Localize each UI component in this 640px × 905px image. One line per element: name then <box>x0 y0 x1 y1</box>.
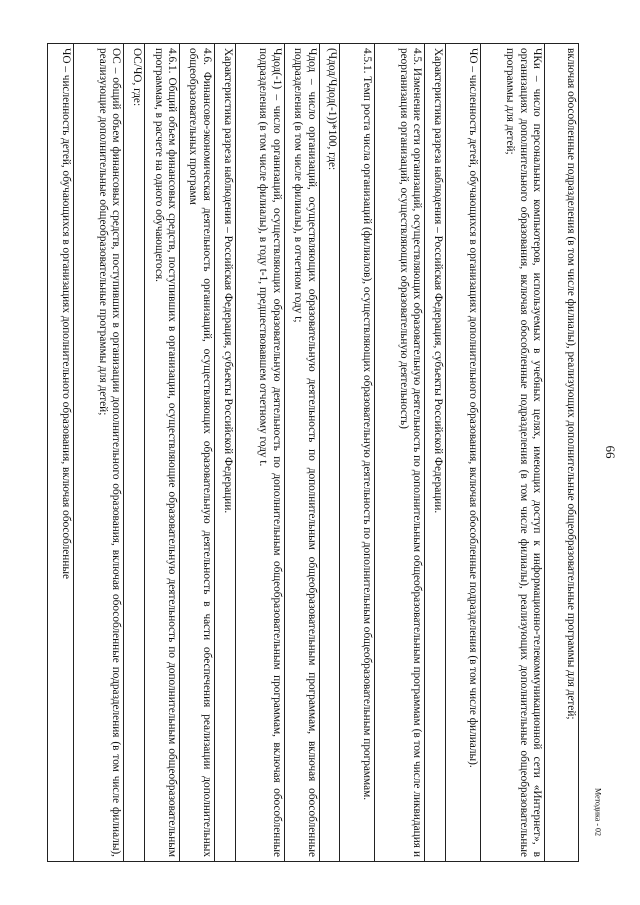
table-cell: ЧО – численность детей, обучающихся в организациях дополнительного образования, включая обособленные подразделения (в том числе филиалы). <box>445 44 480 862</box>
table-row <box>480 44 544 862</box>
table-cell: ЧКи – число персональных компьютеров, используемых в учебных целях, имеющих доступ к информационно-телекоммуникационной сети «Интернет», в организациях дополнительного образования, включая обособленные подразделения (в том числе филиалы), реализующих дополнительные общеобразовательные программы для детей; <box>480 44 544 862</box>
methodology-table <box>47 43 579 861</box>
table-cell: ОС/ЧО, где: <box>124 44 145 862</box>
table-row <box>145 44 180 862</box>
table-cell: ЧО – численность детей, обучающихся в организациях дополнительного образования, включая обособленные <box>48 44 74 862</box>
table-row <box>180 44 215 862</box>
page-number: 66 <box>603 445 618 459</box>
table-row <box>74 44 124 862</box>
table-cell: Чдод(-1) – число организаций, осуществляющих образовательную деятельность по дополнительным общеобразовательным программам, включая обособленные подразделения (в том числе филиалы), в году t-1, предшествовавшем отчетному году t. <box>235 44 284 862</box>
table-cell: Чдод – число организаций, осуществляющих образовательную деятельность по дополнительным общеобразовательным программам, включая обособленные подразделения (в том числе филиалы), в отчетном году t; <box>284 44 319 862</box>
table-row <box>214 44 235 862</box>
table-cell: Характеристика разреза наблюдения – Российская Федерация, субъекты Российской Федерации. <box>214 44 235 862</box>
table-cell: ОС – общий объем финансовых средств, поступивших в организации дополнительного образования, включая обособленные подразделения (в том числе филиалы), реализующие дополнительные общеобразовательные программы для детей; <box>74 44 124 862</box>
table-cell: включая обособленные подразделения (в том числе филиалы), реализующих дополнительные общеобразовательные программы для детей; <box>545 44 579 862</box>
table-row <box>124 44 145 862</box>
footer-label: Методика - 02 <box>593 787 603 837</box>
table-cell: 4.6.1. Общий объем финансовых средств, поступивших в организации, осуществляющие образовательную деятельность по дополнительным общеобразовательным программам, в расчете на одного обучающегося. <box>145 44 180 862</box>
table-row <box>445 44 480 862</box>
table-row <box>545 44 579 862</box>
table-row <box>319 44 340 862</box>
table-row <box>235 44 284 862</box>
table-cell: 4.6. Финансово-экономическая деятельность организаций, осуществляющих образовательную деятельность в части обеспечения реализации дополнительных общеобразовательных программ <box>180 44 215 862</box>
table-cell: Характеристика разреза наблюдения – Российская Федерация, субъекты Российской Федерации. <box>425 44 446 862</box>
table-row <box>284 44 319 862</box>
table-cell: 4.5.1. Темп роста числа организаций (филиалов), осуществляющих образовательную деятельность по дополнительным общеобразовательным программам. <box>340 44 375 862</box>
table-row <box>48 44 74 862</box>
table-cell: (Чдод/Чдод(-1))*100, где: <box>319 44 340 862</box>
table-row <box>425 44 446 862</box>
table-cell: 4.5. Изменение сети организаций, осуществляющих образовательную деятельность по дополнительным общеобразовательным программам (в том числе ликвидация и реорганизация организаций, осуществляющих образовательную деятельность) <box>375 44 425 862</box>
table-row <box>340 44 375 862</box>
table-row <box>375 44 425 862</box>
